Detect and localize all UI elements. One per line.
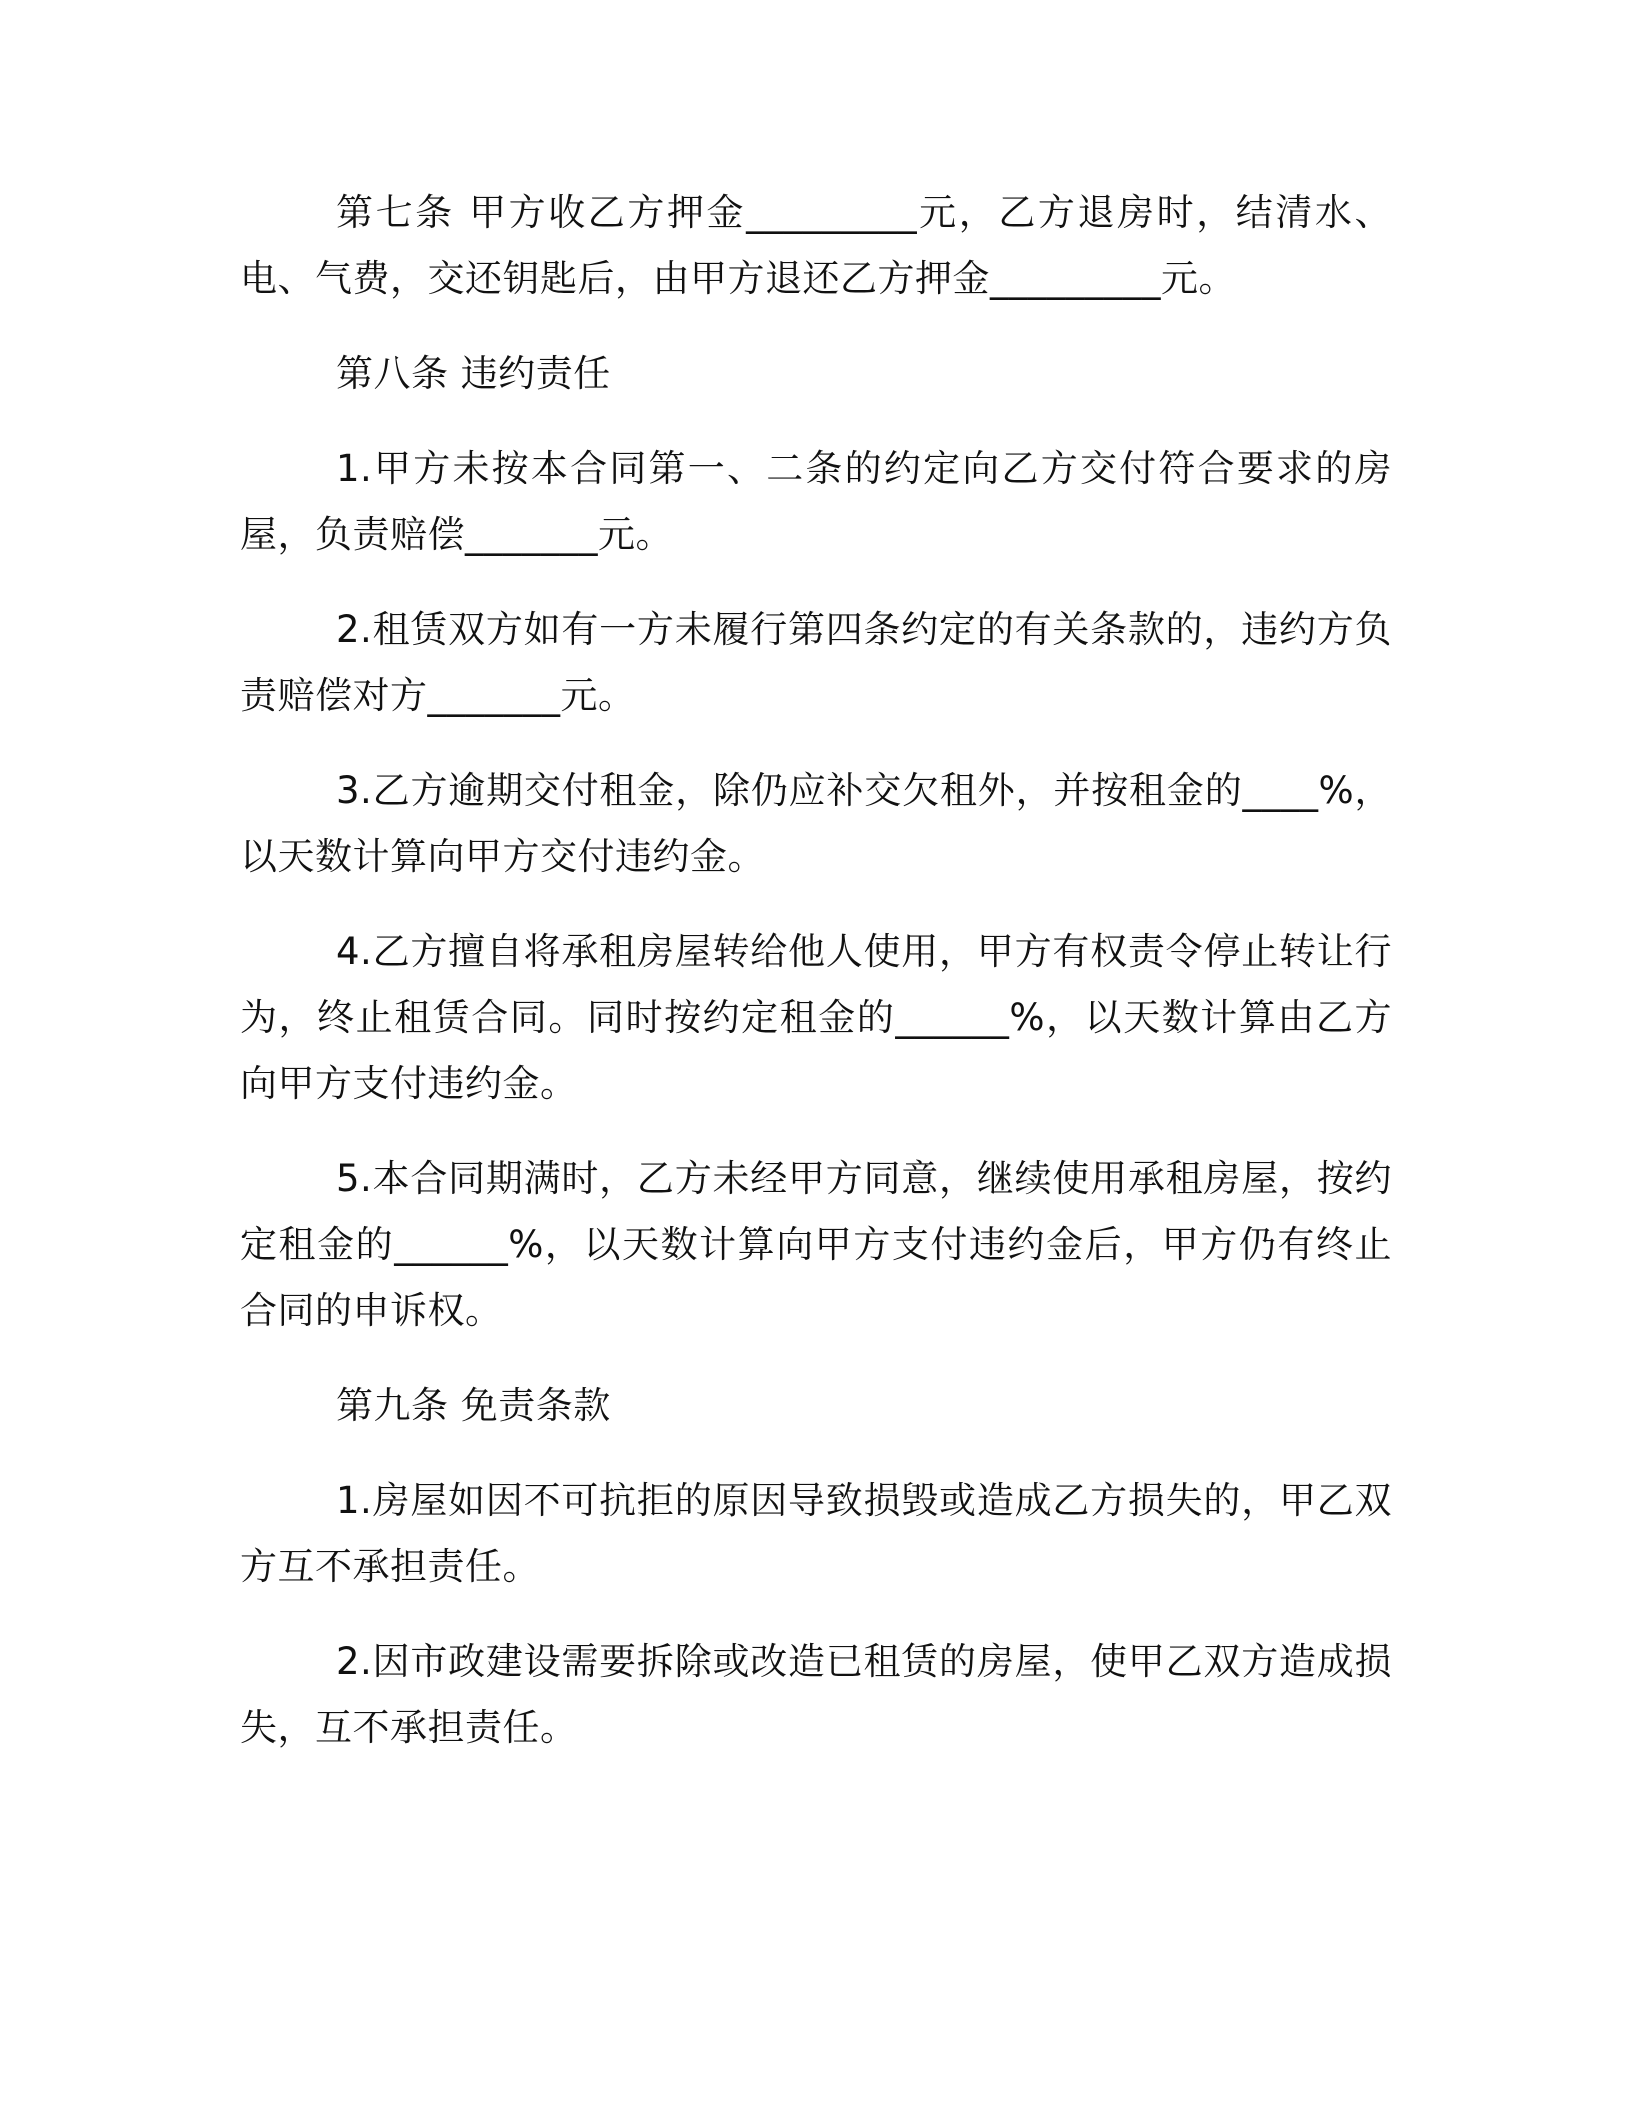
document-body [240, 180, 1392, 1790]
clause-8-item-1: 1.甲方未按本合同第一、二条的约定向乙方交付符合要求的房屋，负责赔偿_______元。 [240, 447, 1392, 556]
clause-7-deposit: 第七条 甲方收乙方押金_________元，乙方退房时，结清水、电、气费，交还钥匙后，由甲方退还乙方押金_________元。 [240, 191, 1392, 300]
clause-9-item-2: 2.因市政建设需要拆除或改造已租赁的房屋，使甲乙双方造成损失，互不承担责任。 [240, 1640, 1392, 1749]
clause-8-item-4: 4.乙方擅自将承租房屋转给他人使用，甲方有权责令停止转让行为，终止租赁合同。同时按约定租金的______%，以天数计算由乙方向甲方支付违约金。 [240, 930, 1392, 1105]
clause-8-item-2: 2.租赁双方如有一方未履行第四条约定的有关条款的，违约方负责赔偿对方_______元。 [240, 608, 1392, 717]
clause-9-item-1: 1.房屋如因不可抗拒的原因导致损毁或造成乙方损失的，甲乙双方互不承担责任。 [240, 1479, 1392, 1588]
clause-9-heading: 第九条 免责条款 [336, 1384, 611, 1427]
clause-8-item-5: 5.本合同期满时，乙方未经甲方同意，继续使用承租房屋，按约定租金的______%，以天数计算向甲方支付违约金后，甲方仍有终止合同的申诉权。 [240, 1157, 1392, 1332]
clause-8-heading: 第八条 违约责任 [336, 352, 611, 395]
clause-8-item-3: 3.乙方逾期交付租金，除仍应补交欠租外，并按租金的____%，以天数计算向甲方交付违约金。 [240, 769, 1392, 878]
